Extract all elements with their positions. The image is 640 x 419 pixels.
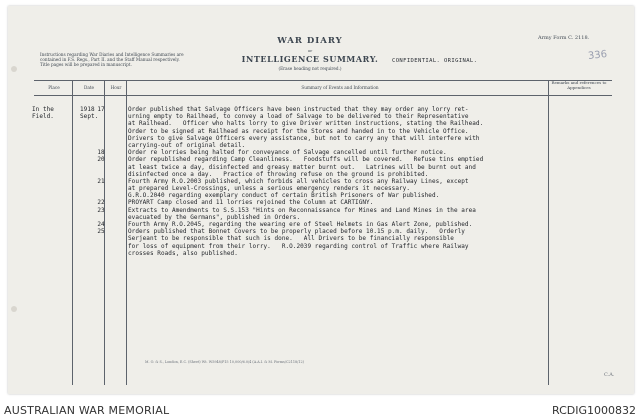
column-divider bbox=[72, 80, 73, 385]
diary-line bbox=[128, 214, 483, 221]
year-month-entry: 1918 Sept. bbox=[80, 106, 99, 121]
header-hour: Hour bbox=[110, 85, 122, 90]
diary-line bbox=[97, 149, 483, 157]
entry-text: for loss of equipment from their lorry. R.O.2039 regarding control of Traffic where Railway bbox=[128, 242, 469, 250]
form-title bbox=[200, 36, 420, 71]
header-date: Date bbox=[83, 85, 94, 90]
title-intelligence-summary: INTELLIGENCE SUMMARY. bbox=[241, 54, 379, 64]
entry-date: 25 bbox=[97, 228, 105, 236]
entry-text: at least twice a day, disinfected and greasy matter burnt out. Latrines will be burnt out and bbox=[128, 163, 476, 171]
diary-line bbox=[97, 177, 483, 185]
erase-note: (Erase heading not required.) bbox=[278, 66, 342, 71]
entry-text: at prepared Level-Crossings, unless a serious emergency renders it necessary. bbox=[128, 185, 410, 193]
entry-text: Fourth Army R.O.2045, regarding the wearing ere of Steel Helmets in Gas Alert Zone, published. bbox=[128, 221, 473, 228]
diary-line bbox=[128, 243, 483, 250]
entry-text: Serjeant to be responsible that such is done. All Drivers to be financially responsible bbox=[128, 235, 454, 243]
initials-mark: C.A. bbox=[604, 372, 615, 378]
entry-text: PROYART Camp closed and 11 lorries rejoined the Column at CARTIGNY. bbox=[128, 199, 374, 207]
header-remarks: Remarks and references to Appendices bbox=[551, 80, 607, 90]
column-divider bbox=[126, 80, 127, 385]
header-place: Place bbox=[48, 85, 60, 90]
entry-date: 21 bbox=[97, 177, 105, 185]
diary-line bbox=[128, 164, 483, 171]
place-entry: In the Field. bbox=[32, 106, 54, 121]
diary-line bbox=[97, 221, 483, 228]
archive-footer bbox=[0, 401, 640, 419]
diary-line bbox=[128, 113, 483, 120]
army-form-number: Army Form C. 2118. bbox=[538, 35, 590, 41]
diary-line bbox=[128, 135, 483, 142]
form-instructions: Instructions regarding War Diaries and Intelligence Summaries are contained in F.S. Regs., Part II. and the Staff Manual respectively. Title pages will be prepared in manuscript. bbox=[40, 52, 184, 68]
entry-text: Orders published that Bonnet Covers to be properly placed before 10.15 p.m. daily. Orderly bbox=[128, 228, 465, 236]
punch-hole bbox=[11, 66, 17, 72]
entry-date: 17 bbox=[97, 106, 105, 113]
column-divider bbox=[548, 80, 549, 385]
diary-line bbox=[128, 185, 483, 192]
header-summary: Summary of Events and Information bbox=[301, 85, 379, 90]
typed-classification: CONFIDENTIAL. ORIGINAL. bbox=[392, 58, 478, 64]
entry-text: Drivers to give Salvage Officers every assistance, but not to carry any that will interfere with bbox=[128, 134, 480, 142]
entry-date: 24 bbox=[97, 221, 105, 228]
punch-hole bbox=[11, 306, 17, 312]
diary-line bbox=[97, 228, 483, 236]
entry-text: Order republished regarding Camp Cleanliness. Foodstuffs will be covered. Refuse tins emptied bbox=[128, 156, 484, 164]
title-war-diary: WAR DIARY bbox=[277, 36, 343, 46]
archive-name: AUSTRALIAN WAR MEMORIAL bbox=[4, 404, 170, 417]
diary-line bbox=[128, 171, 483, 178]
entry-text: carrying-out of original detail. bbox=[128, 141, 246, 149]
entry-text: crosses Roads, also published. bbox=[128, 249, 238, 257]
title-or: or bbox=[307, 48, 313, 53]
diary-line bbox=[97, 206, 483, 214]
entry-date: 18 bbox=[97, 149, 105, 157]
entry-date: 23 bbox=[97, 206, 105, 214]
diary-line bbox=[128, 235, 483, 242]
diary-line bbox=[128, 142, 483, 149]
entry-text: G.R.O.2040 regarding exemplary conduct of certain British Prisoners of War published. bbox=[128, 192, 440, 200]
entry-text: disinfected once a day. Practice of throwing refuse on the ground is prohibited. bbox=[128, 170, 429, 178]
diary-line bbox=[97, 199, 483, 207]
entry-text: evacuated by the Germans", published in Orders. bbox=[128, 213, 301, 221]
diary-line bbox=[97, 106, 483, 113]
entry-date: 22 bbox=[97, 199, 105, 207]
diary-line bbox=[128, 128, 483, 135]
entry-text: Order to be signed at Railhead as receipt for the Stores and handed in to the Vehicle Office. bbox=[128, 127, 469, 135]
folio-stamp: 336 bbox=[587, 49, 608, 62]
entry-text: Fourth Army R.O.2003 published, which forbids all vehicles to cross any Railway Lines, except bbox=[128, 177, 469, 185]
diary-line bbox=[128, 250, 483, 257]
entry-text: at Railhead. Officer who halts lorry to give Driver written instructions, stating the Railhead. bbox=[128, 120, 484, 128]
archive-reference: RCDIG1000832 bbox=[551, 404, 636, 417]
printer-imprint: M. O. & S., London, E.C. (Sheet) Wt. W5948/P15 10,000/6.0/4 (A.A.I. & M. Forms/C2118/12) bbox=[145, 360, 304, 364]
diary-line bbox=[128, 192, 483, 199]
entry-text: Order published that Salvage Officers have been instructed that they may order any lorry ret- bbox=[128, 106, 469, 113]
diary-line bbox=[128, 120, 483, 127]
diary-entries bbox=[97, 106, 484, 257]
entry-text: Order re lorries being halted for conveyance of Salvage cancelled until further notice. bbox=[128, 149, 447, 157]
entry-text: urning empty to Railhead, to convey a load of Salvage to be delivered to their Representative bbox=[128, 113, 469, 121]
entry-date: 20 bbox=[97, 156, 105, 164]
entry-text: Extracts to Amendments to S.S.153 "Hints on Reconnaissance for Mines and Land Mines in the area bbox=[128, 206, 476, 214]
diary-line bbox=[97, 156, 484, 164]
